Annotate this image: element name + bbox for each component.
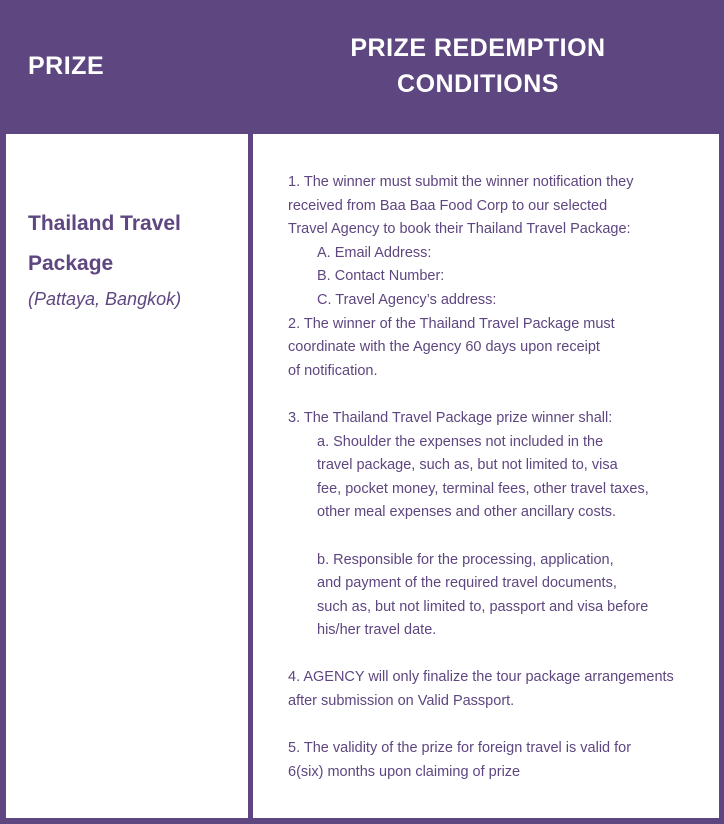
conditions-cell [253,134,719,818]
condition-1-line2: received from Baa Baa Food Corp to our selected [288,197,608,214]
prize-title-line1: Thailand Travel [28,212,181,235]
condition-5-line2: 6(six) months upon claiming of prize [288,763,521,780]
condition-5-line1: 5. The validity of the prize for foreign travel is valid for [288,740,632,757]
condition-3a-line3: fee, pocket money, terminal fees, other travel taxes, [317,480,649,497]
condition-3b-line1: b. Responsible for the processing, application, [317,551,614,568]
condition-3-line1: 3. The Thailand Travel Package prize winner shall: [288,409,613,426]
condition-4-line1: 4. AGENCY will only finalize the tour package arrangements [288,669,674,686]
condition-4-line2: after submission on Valid Passport. [288,693,515,710]
condition-3a-line1: a. Shoulder the expenses not included in the [317,433,604,450]
condition-3b-line3: such as, but not limited to, passport and visa before [317,598,649,615]
spacer [288,714,719,738]
condition-2-line1: 2. The winner of the Thailand Travel Package must [288,315,615,332]
spacer [288,525,719,549]
prize-cell [6,134,248,818]
header-prize-label: PRIZE [28,51,105,80]
condition-1-line1: 1. The winner must submit the winner notification they [288,174,634,190]
spacer [288,383,719,407]
header-conditions [252,0,724,132]
condition-3b-line2: and payment of the required travel documents, [317,575,617,592]
condition-1-item-b: B. Contact Number: [317,268,445,285]
condition-1-item-a: A. Email Address: [317,244,432,261]
spacer [288,643,719,667]
prize-subtitle: (Pattaya, Bangkok) [28,289,182,309]
prize-title-line2: Package [28,252,114,275]
condition-2-line3: of notification. [288,362,378,379]
condition-3a-line2: travel package, such as, but not limited to, visa [317,457,618,474]
condition-1-line3: Travel Agency to book their Thailand Travel Package: [288,221,631,238]
condition-3b-line4: his/her travel date. [317,622,437,639]
header-conditions-line2: CONDITIONS [397,70,559,98]
header-conditions-line1: PRIZE REDEMPTION [350,34,606,62]
header-prize [0,0,250,132]
condition-3a-line4: other meal expenses and other ancillary costs. [317,504,617,521]
condition-1-item-c: C. Travel Agency’s address: [317,291,497,308]
condition-2-line2: coordinate with the Agency 60 days upon receipt [288,339,600,356]
